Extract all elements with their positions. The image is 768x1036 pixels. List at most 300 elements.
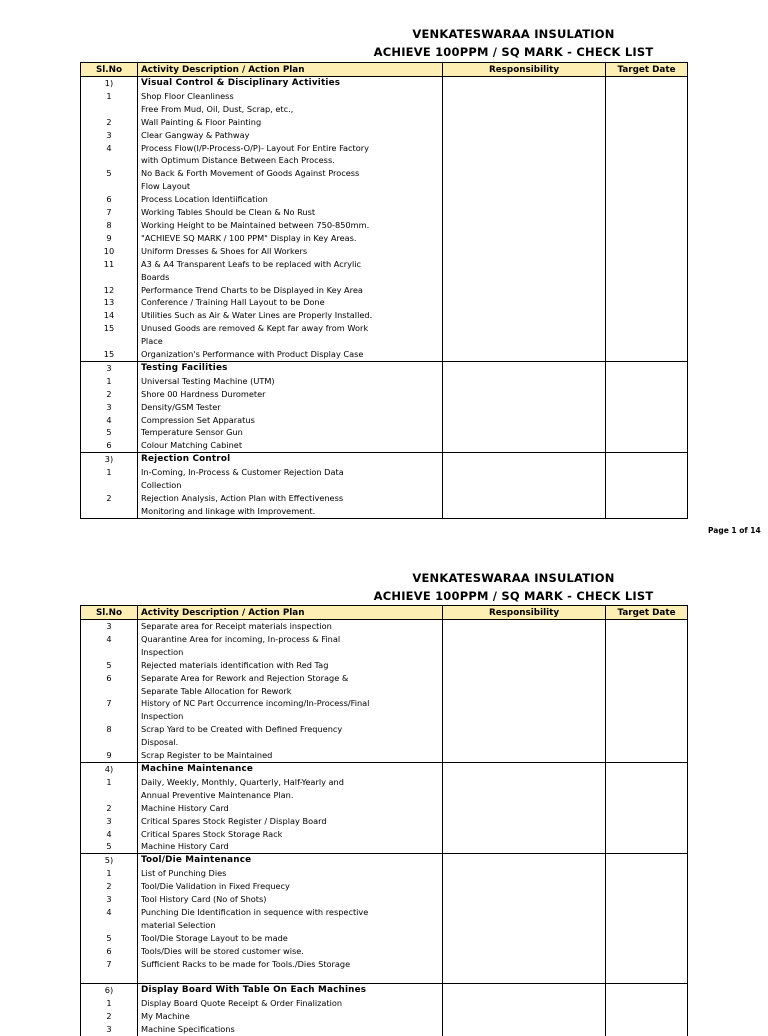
row-target-date xyxy=(606,180,688,193)
row-target-date xyxy=(606,375,688,388)
row-target-date xyxy=(606,401,688,414)
row-target-date xyxy=(606,828,688,841)
row-target-date xyxy=(606,414,688,427)
row-target-date xyxy=(606,154,688,167)
row-activity: Scrap Yard to be Created with Defined Frequency xyxy=(138,723,443,736)
row-target-date xyxy=(606,776,688,789)
row-activity: Annual Preventive Maintenance Plan. xyxy=(138,789,443,802)
row-activity: Daily, Weekly, Monthly, Quarterly, Half-Yearly and xyxy=(138,776,443,789)
row-target-date xyxy=(606,1010,688,1023)
row-slno: 3 xyxy=(81,893,138,906)
row-target-date xyxy=(606,867,688,880)
row-target-date xyxy=(606,685,688,698)
row-activity: Rejection Control xyxy=(138,453,443,466)
row-target-date xyxy=(606,659,688,672)
row-slno xyxy=(81,710,138,723)
row-target-date xyxy=(606,789,688,802)
section-row xyxy=(81,361,688,374)
table-row xyxy=(81,258,688,271)
row-activity: Place xyxy=(138,335,443,348)
row-responsibility xyxy=(443,945,606,958)
row-activity: Display Board Quote Receipt & Order Finalization xyxy=(138,997,443,1010)
row-slno: 1 xyxy=(81,466,138,479)
row-target-date xyxy=(606,479,688,492)
row-target-date xyxy=(606,322,688,335)
row-responsibility xyxy=(443,206,606,219)
row-target-date xyxy=(606,697,688,710)
table-row xyxy=(81,710,688,723)
row-target-date xyxy=(606,997,688,1010)
row-responsibility xyxy=(443,335,606,348)
row-slno xyxy=(81,789,138,802)
row-responsibility xyxy=(443,492,606,505)
row-activity: Machine Specifications xyxy=(138,1023,443,1036)
row-responsibility xyxy=(443,736,606,749)
table-row xyxy=(81,789,688,802)
row-responsibility xyxy=(443,932,606,945)
row-target-date xyxy=(606,620,688,633)
row-slno: 2 xyxy=(81,388,138,401)
row-target-date xyxy=(606,802,688,815)
row-target-date xyxy=(606,736,688,749)
row-slno: 1 xyxy=(81,867,138,880)
table-row xyxy=(81,1023,688,1036)
page-number: Page 1 of 14 xyxy=(708,526,761,535)
row-target-date xyxy=(606,1023,688,1036)
table-row xyxy=(81,180,688,193)
row-responsibility xyxy=(443,789,606,802)
table-row xyxy=(81,206,688,219)
row-target-date xyxy=(606,815,688,828)
row-slno xyxy=(81,505,138,518)
row-target-date xyxy=(606,958,688,971)
section-row xyxy=(81,453,688,466)
row-slno: 9 xyxy=(81,232,138,245)
row-activity: Inspection xyxy=(138,710,443,723)
row-responsibility xyxy=(443,388,606,401)
checklist-table-page1 xyxy=(80,62,688,519)
row-responsibility xyxy=(443,116,606,129)
row-activity: Density/GSM Tester xyxy=(138,401,443,414)
row-target-date xyxy=(606,258,688,271)
row-responsibility xyxy=(443,880,606,893)
row-activity: Visual Control & Disciplinary Activities xyxy=(138,77,443,90)
table-row xyxy=(81,776,688,789)
row-responsibility xyxy=(443,142,606,155)
row-responsibility xyxy=(443,762,606,775)
row-activity: material Selection xyxy=(138,919,443,932)
row-target-date xyxy=(606,388,688,401)
row-slno: 3 xyxy=(81,361,138,374)
table-row xyxy=(81,970,688,983)
row-target-date xyxy=(606,219,688,232)
row-activity: Tools/Dies will be stored customer wise. xyxy=(138,945,443,958)
row-slno: 11 xyxy=(81,258,138,271)
row-responsibility xyxy=(443,103,606,116)
table-row xyxy=(81,335,688,348)
row-activity: Performance Trend Charts to be Displayed in Key Area xyxy=(138,284,443,297)
table-row xyxy=(81,815,688,828)
row-activity: Shop Floor Cleanliness xyxy=(138,90,443,103)
table-row xyxy=(81,309,688,322)
table-row xyxy=(81,1010,688,1023)
table-row xyxy=(81,439,688,452)
row-responsibility xyxy=(443,505,606,518)
table-row xyxy=(81,322,688,335)
row-target-date xyxy=(606,672,688,685)
row-target-date xyxy=(606,710,688,723)
row-target-date xyxy=(606,723,688,736)
row-responsibility xyxy=(443,697,606,710)
row-target-date xyxy=(606,245,688,258)
row-activity: History of NC Part Occurrence incoming/In-Process/Final xyxy=(138,697,443,710)
row-responsibility xyxy=(443,672,606,685)
row-slno: 3 xyxy=(81,620,138,633)
row-target-date xyxy=(606,453,688,466)
header-slno: Sl.No xyxy=(81,606,138,620)
row-activity: Universal Testing Machine (UTM) xyxy=(138,375,443,388)
row-activity: A3 & A4 Transparent Leafs to be replaced with Acrylic xyxy=(138,258,443,271)
row-responsibility xyxy=(443,401,606,414)
row-target-date xyxy=(606,103,688,116)
row-responsibility xyxy=(443,710,606,723)
row-responsibility xyxy=(443,258,606,271)
table-row xyxy=(81,271,688,284)
row-responsibility xyxy=(443,685,606,698)
row-responsibility xyxy=(443,129,606,142)
row-responsibility xyxy=(443,426,606,439)
row-activity: Process Location Identiification xyxy=(138,193,443,206)
row-target-date xyxy=(606,749,688,762)
table-row xyxy=(81,945,688,958)
row-slno: 3) xyxy=(81,453,138,466)
row-activity: Separate Area for Rework and Rejection Storage & xyxy=(138,672,443,685)
table-row xyxy=(81,723,688,736)
row-activity: with Optimum Distance Between Each Process. xyxy=(138,154,443,167)
row-responsibility xyxy=(443,620,606,633)
row-slno xyxy=(81,271,138,284)
row-target-date xyxy=(606,335,688,348)
row-activity: Boards xyxy=(138,271,443,284)
row-slno: 4 xyxy=(81,906,138,919)
row-target-date xyxy=(606,854,688,867)
row-slno xyxy=(81,180,138,193)
row-slno: 15 xyxy=(81,322,138,335)
table-row xyxy=(81,348,688,361)
row-activity: Unused Goods are removed & Kept far away from Work xyxy=(138,322,443,335)
table-row xyxy=(81,840,688,853)
row-responsibility xyxy=(443,1010,606,1023)
row-target-date xyxy=(606,348,688,361)
row-responsibility xyxy=(443,958,606,971)
table-row xyxy=(81,426,688,439)
row-slno: 5) xyxy=(81,854,138,867)
row-responsibility xyxy=(443,245,606,258)
table-row xyxy=(81,919,688,932)
table-row xyxy=(81,142,688,155)
row-target-date xyxy=(606,505,688,518)
row-slno xyxy=(81,335,138,348)
row-slno: 3 xyxy=(81,129,138,142)
row-activity: Colour Matching Cabinet xyxy=(138,439,443,452)
row-activity: Clear Gangway & Pathway xyxy=(138,129,443,142)
table-row xyxy=(81,505,688,518)
row-slno: 13 xyxy=(81,296,138,309)
table-row xyxy=(81,414,688,427)
table-row xyxy=(81,867,688,880)
row-slno: 7 xyxy=(81,697,138,710)
row-responsibility xyxy=(443,439,606,452)
row-activity: No Back & Forth Movement of Goods Against Process xyxy=(138,167,443,180)
row-target-date xyxy=(606,466,688,479)
row-activity: Critical Spares Stock Storage Rack xyxy=(138,828,443,841)
header-slno: Sl.No xyxy=(81,63,138,77)
table-row xyxy=(81,466,688,479)
row-responsibility xyxy=(443,659,606,672)
row-responsibility xyxy=(443,1023,606,1036)
row-activity: Tool/Die Maintenance xyxy=(138,854,443,867)
row-target-date xyxy=(606,893,688,906)
row-target-date xyxy=(606,116,688,129)
table-row xyxy=(81,479,688,492)
table-row xyxy=(81,232,688,245)
row-target-date xyxy=(606,984,688,997)
table-row xyxy=(81,932,688,945)
row-slno xyxy=(81,736,138,749)
row-slno: 1 xyxy=(81,997,138,1010)
row-target-date xyxy=(606,646,688,659)
table-row xyxy=(81,736,688,749)
table-row xyxy=(81,129,688,142)
row-responsibility xyxy=(443,906,606,919)
company-name: VENKATESWARAA INSULATION xyxy=(412,27,615,41)
row-responsibility xyxy=(443,970,606,983)
row-responsibility xyxy=(443,361,606,374)
row-slno: 2 xyxy=(81,880,138,893)
row-activity: Wall Painting & Floor Painting xyxy=(138,116,443,129)
row-slno: 3 xyxy=(81,815,138,828)
row-responsibility xyxy=(443,90,606,103)
row-activity: Working Tables Should be Clean & No Rust xyxy=(138,206,443,219)
row-target-date xyxy=(606,129,688,142)
row-slno: 1 xyxy=(81,776,138,789)
row-activity: Temperature Sensor Gun xyxy=(138,426,443,439)
row-responsibility xyxy=(443,479,606,492)
row-slno xyxy=(81,479,138,492)
row-target-date xyxy=(606,970,688,983)
row-responsibility xyxy=(443,284,606,297)
row-activity: Testing Facilities xyxy=(138,361,443,374)
row-responsibility xyxy=(443,776,606,789)
row-target-date xyxy=(606,426,688,439)
row-responsibility xyxy=(443,219,606,232)
row-activity: Monitoring and linkage with Improvement. xyxy=(138,505,443,518)
row-activity: Machine Maintenance xyxy=(138,762,443,775)
row-activity: Utilities Such as Air & Water Lines are Properly Installed. xyxy=(138,309,443,322)
row-activity: Critical Spares Stock Register / Display Board xyxy=(138,815,443,828)
checklist-title: ACHIEVE 100PPM / SQ MARK - CHECK LIST xyxy=(373,589,654,603)
row-slno: 2 xyxy=(81,116,138,129)
table-row xyxy=(81,90,688,103)
row-responsibility xyxy=(443,322,606,335)
row-slno: 8 xyxy=(81,723,138,736)
row-target-date xyxy=(606,271,688,284)
header-row xyxy=(81,63,688,77)
row-slno: 5 xyxy=(81,932,138,945)
table-row xyxy=(81,802,688,815)
row-slno: 6 xyxy=(81,672,138,685)
table-row xyxy=(81,646,688,659)
checklist-table-page2 xyxy=(80,605,688,1036)
row-slno: 1) xyxy=(81,77,138,90)
row-responsibility xyxy=(443,232,606,245)
table-row xyxy=(81,828,688,841)
row-slno: 4 xyxy=(81,414,138,427)
row-slno: 2 xyxy=(81,802,138,815)
row-slno: 8 xyxy=(81,219,138,232)
row-responsibility xyxy=(443,466,606,479)
row-responsibility xyxy=(443,828,606,841)
row-activity: Separate area for Receipt materials inspection xyxy=(138,620,443,633)
row-activity xyxy=(138,970,443,983)
table-row xyxy=(81,154,688,167)
row-responsibility xyxy=(443,723,606,736)
row-responsibility xyxy=(443,375,606,388)
table-row xyxy=(81,167,688,180)
table-row xyxy=(81,284,688,297)
row-activity: Compression Set Apparatus xyxy=(138,414,443,427)
table-row xyxy=(81,880,688,893)
row-slno: 6 xyxy=(81,193,138,206)
row-responsibility xyxy=(443,154,606,167)
table-row xyxy=(81,697,688,710)
section-row xyxy=(81,762,688,775)
row-target-date xyxy=(606,142,688,155)
row-target-date xyxy=(606,439,688,452)
row-responsibility xyxy=(443,167,606,180)
row-slno xyxy=(81,103,138,116)
row-slno: 2 xyxy=(81,492,138,505)
row-target-date xyxy=(606,167,688,180)
row-activity: Inspection xyxy=(138,646,443,659)
row-responsibility xyxy=(443,633,606,646)
row-activity: List of Punching Dies xyxy=(138,867,443,880)
row-target-date xyxy=(606,193,688,206)
row-slno: 10 xyxy=(81,245,138,258)
row-activity: Scrap Register to be Maintained xyxy=(138,749,443,762)
header-activity: Activity Description / Action Plan xyxy=(138,63,443,77)
row-target-date xyxy=(606,880,688,893)
row-slno: 5 xyxy=(81,840,138,853)
row-slno: 3 xyxy=(81,401,138,414)
row-target-date xyxy=(606,840,688,853)
checklist-title: ACHIEVE 100PPM / SQ MARK - CHECK LIST xyxy=(373,45,654,59)
row-target-date xyxy=(606,77,688,90)
row-responsibility xyxy=(443,646,606,659)
row-responsibility xyxy=(443,77,606,90)
row-activity: Rejection Analysis, Action Plan with Effectiveness xyxy=(138,492,443,505)
section-row xyxy=(81,984,688,997)
row-slno: 5 xyxy=(81,426,138,439)
table-row xyxy=(81,672,688,685)
row-responsibility xyxy=(443,854,606,867)
row-target-date xyxy=(606,361,688,374)
row-responsibility xyxy=(443,802,606,815)
row-activity: Tool/Die Validation in Fixed Frequecy xyxy=(138,880,443,893)
row-slno: 1 xyxy=(81,90,138,103)
table-row xyxy=(81,492,688,505)
row-responsibility xyxy=(443,749,606,762)
row-target-date xyxy=(606,945,688,958)
row-responsibility xyxy=(443,296,606,309)
row-activity: Sufficient Racks to be made for Tools./Dies Storage xyxy=(138,958,443,971)
row-slno: 4 xyxy=(81,828,138,841)
row-responsibility xyxy=(443,984,606,997)
row-slno xyxy=(81,685,138,698)
row-activity: Punching Die Identification in sequence with respective xyxy=(138,906,443,919)
row-slno xyxy=(81,154,138,167)
row-activity: Separate Table Allocation for Rework xyxy=(138,685,443,698)
row-activity: Uniform Dresses & Shoes for All Workers xyxy=(138,245,443,258)
table-row xyxy=(81,388,688,401)
table-row xyxy=(81,893,688,906)
row-slno: 9 xyxy=(81,749,138,762)
row-responsibility xyxy=(443,815,606,828)
row-responsibility xyxy=(443,919,606,932)
table-row xyxy=(81,685,688,698)
row-responsibility xyxy=(443,193,606,206)
row-activity: Machine History Card xyxy=(138,802,443,815)
row-target-date xyxy=(606,309,688,322)
row-responsibility xyxy=(443,867,606,880)
row-target-date xyxy=(606,932,688,945)
row-slno xyxy=(81,919,138,932)
table-row xyxy=(81,401,688,414)
row-activity: Conference / Training Hall Layout to be Done xyxy=(138,296,443,309)
table-row xyxy=(81,245,688,258)
row-slno: 7 xyxy=(81,206,138,219)
row-slno xyxy=(81,646,138,659)
table-row xyxy=(81,193,688,206)
row-responsibility xyxy=(443,271,606,284)
row-target-date xyxy=(606,90,688,103)
row-activity: Collection xyxy=(138,479,443,492)
table-row xyxy=(81,906,688,919)
row-slno: 3 xyxy=(81,1023,138,1036)
row-responsibility xyxy=(443,840,606,853)
header-target-date: Target Date xyxy=(606,63,688,77)
header-target-date: Target Date xyxy=(606,606,688,620)
row-activity: Rejected materials identification with Red Tag xyxy=(138,659,443,672)
row-activity: Free From Mud, Oil, Dust, Scrap, etc., xyxy=(138,103,443,116)
table-row xyxy=(81,219,688,232)
row-activity: Disposal. xyxy=(138,736,443,749)
row-slno: 4 xyxy=(81,142,138,155)
row-target-date xyxy=(606,232,688,245)
row-slno: 4 xyxy=(81,633,138,646)
row-responsibility xyxy=(443,414,606,427)
table-row xyxy=(81,296,688,309)
row-slno: 4) xyxy=(81,762,138,775)
table-row xyxy=(81,103,688,116)
row-slno: 12 xyxy=(81,284,138,297)
row-activity: Flow Layout xyxy=(138,180,443,193)
row-slno: 6 xyxy=(81,439,138,452)
row-responsibility xyxy=(443,309,606,322)
header-responsibility: Responsibility xyxy=(443,63,606,77)
table-row xyxy=(81,997,688,1010)
row-target-date xyxy=(606,906,688,919)
